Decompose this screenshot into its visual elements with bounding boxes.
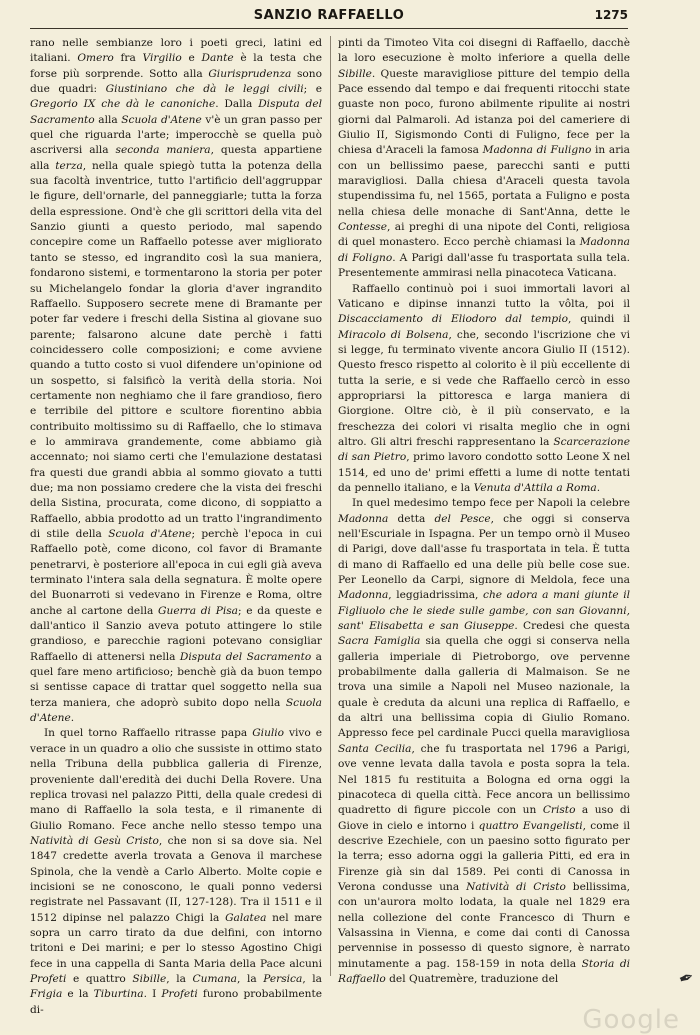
left-column <box>30 36 322 1018</box>
italic-run: Giurisprudenza <box>208 67 292 80</box>
text-run: è la testa che forse più sorprende. Sotto alla <box>30 52 322 80</box>
emphasized-title: Madonna <box>338 512 389 525</box>
paragraph <box>338 282 630 497</box>
emphasized-title: Madonna di Foligno <box>338 236 630 264</box>
text-run: , che oggi si conserva nell'Escuriale in Ispagna. Per un tempo ornò il Museo di Parigi, dove dall'asse fu trasportata in tela. È tutta di mano di Raffaello ed una delle più belle cose sue. Per Leonello da Carpi, signore di Meldola, fece una <box>338 512 630 587</box>
emphasized-title: Scuola d'Atene <box>121 113 202 126</box>
paragraph <box>30 36 322 726</box>
emphasized-title: Disputa del Sacramento <box>30 98 322 126</box>
emphasized-title: Frigia <box>30 988 63 1001</box>
text-run: alla <box>94 113 122 126</box>
emphasized-title: Contesse <box>338 221 387 234</box>
text-run: , quindi il <box>567 313 630 326</box>
emphasized-title: Discacciamento di Eliodoro dal tempio <box>338 313 568 326</box>
text-run: e la <box>62 988 94 1001</box>
text-run: Raffaello continuò poi i suoi immortali lavori al Vaticano e dipinse innanzi tutto la vôlta, poi il <box>338 282 630 310</box>
paragraph <box>338 496 630 987</box>
emphasized-title: Disputa del Sacramento <box>179 650 312 663</box>
italic-run: Profeti <box>161 988 198 1001</box>
emphasized-title: Scuola d'Atene <box>108 528 192 540</box>
emphasized-title: Gregorio IX che dà le canoniche <box>30 98 216 111</box>
emphasized-title: Venuta d'Attila a Roma <box>473 481 597 494</box>
text-run: , leggiadrissima, <box>388 589 484 602</box>
emphasized-title: Guerra di Pisa <box>158 604 238 617</box>
text-run: bellissima, con un'aurora molto lodata, la quale nel 1829 era nella collezione del conte Francesco di Thurn e Valsassina in Vienna, e come dai conti di Canossa pervennise in possesso di questo signore, è narrato minutamente a pag. 158-159 in nota della <box>338 880 630 970</box>
text-run: . Dalla <box>215 98 259 111</box>
emphasized-title: Madonna di Fuligno <box>482 144 592 157</box>
emphasized-title: Sibille <box>338 67 372 80</box>
text-run: vivo e verace in un quadro a olio che sussiste in ottimo stato nella Tribuna della pubblica galleria di Firenze, proveniente dall'eredità dei duchi Della Rovere. Una replica trovasi nel palazzo Pitti, della quale credesi di mano di Raffaello la sola testa, e il rimanente di Giulio Romano. Fece anche nello stesso tempo una <box>30 727 322 832</box>
italic-run: Dante <box>201 52 234 65</box>
text-run: furono probabilmente di- <box>30 988 322 1016</box>
text-run: del Quatremère, traduzione del <box>385 972 559 985</box>
text-run: , come il descrive Ezechiele, con un paesino sotto figurato per la terra; esso adorna oggi la galleria Pitti, ed era in Firenze già sin dal 1589. Pei conti di Canossa in Verona condusse una <box>338 819 630 893</box>
emphasized-title: Storia di Raffaello <box>338 957 630 985</box>
text-run: ; e da queste e dall'antico il Sanzio aveva potuto attingere lo stile grandioso, e parecchie ragioni potevano consigliar Raffaello di attenersi nella <box>30 604 322 663</box>
emphasized-title: seconda maniera <box>115 144 211 157</box>
emphasized-title: Cristo <box>542 804 576 817</box>
emphasized-title: Natività di Cristo <box>466 880 566 893</box>
text-run: sia quella che oggi si conserva nella galleria imperiale di Pietroborgo, ove pervenne probabilmente dalla galleria di Malmaison. Se ne trova una simile a Napoli nel Museo nazionale, la quale è creduta da alcuni una replica di Raffaello, e da altri una bellissima copia di Giulio Romano. Appresso fece pel cardinale Pucci quella maravigliosa <box>338 635 630 740</box>
text-run: sono due quadri: <box>30 67 322 96</box>
text-run: in aria con un bellissimo paese, parecchi santi e putti maravigliosi. Dalla chiesa d'Araceli questa tavola stupendissima fu, nel 1565, portata a Fuligno e posta nella chiesa delle monache di Sant'Anna, dette le <box>338 144 630 218</box>
text-run: , che fu trasportata nel 1796 a Parigi, ove venne levata dalla tavola e posta sopra la tela. Nel 1815 fu restituita a Bologna ed orna oggi la pinacoteca di quella città. Fece ancora un bellissimo quadretto di figure piccole con un <box>338 742 630 817</box>
text-run: detta <box>388 512 435 525</box>
text-run: In quel medesimo tempo fece per Napoli la celebre <box>352 497 630 510</box>
italic-run: Profeti <box>30 972 67 985</box>
emphasized-title: Tiburtina <box>93 988 144 1001</box>
text-run: , primo lavoro condotto sotto Leone X nel 1514, ed uno de' primi effetti a lume di notte tentati da pennello italiano, e la <box>338 451 631 494</box>
text-run: , la <box>302 972 322 985</box>
emphasized-title: Sibille <box>132 972 167 985</box>
paragraph <box>338 36 630 282</box>
text-run: , ai preghi di una nipote del Conti, religiosa di quel monastero. Ecco perchè chiamasi la <box>338 221 630 249</box>
emphasized-title: Madonna <box>338 589 389 602</box>
text-run: ; perchè l'epoca in cui Raffaello potè, come dicono, col favor di Bramante penetrarvi, è posteriore all'epoca in cui egli già aveva terminato l'intera sala della segnatura. È molte opere del Buonarroti si vedevano in Firenze e Roma, oltre anche al cartone della <box>30 528 322 617</box>
text-run: , la <box>236 972 264 985</box>
text-run: pinti da Timoteo Vita coi disegni di Raffaello, dacchè la loro esecuzione è molto inferiore a quella delle <box>338 37 630 65</box>
text-run: a uso di Giove in cielo e intorno i <box>338 804 631 832</box>
text-run: . Credesi che questa <box>514 620 630 633</box>
emphasized-title: del Pesce <box>434 512 491 525</box>
text-run: . I <box>143 988 162 1001</box>
text-run: . <box>70 712 75 725</box>
text-run: e <box>181 52 202 65</box>
text-run: nel mare sopra un carro tirato da due delfini, con intorno tritoni e Dei marini; e per lo stesso Agostino Chigi fece in una cappella di Santa Maria della Pace alcuni <box>30 911 322 970</box>
text-run: , che non si sa dove sia. Nel 1847 credette averla trovata a Genova il marchese Spinola, che la vendè a Carlo Alberto. Molte copie e incisioni se ne conoscono, le quali ponno vedersi registrate nel Passavant (II, 127-128). Tra il 1511 e il 1512 dipinse nel palazzo Chigi la <box>30 834 322 924</box>
emphasized-title: Scarcerazione di san Pietro <box>338 435 630 464</box>
emphasized-title: Persica <box>263 972 303 985</box>
text-run: , che, secondo l'iscrizione che vi si legge, fu terminato vivente ancora Giulio II (1512). Questo fresco rispetto al colorito è il più eccellente di tutta la serie, e si vede che Raffaello cercò in esso appropriarsi la pittoresca e larga maniera di Giorgione. Oltre ciò, è il più conservato, e la freschezza dei colori vi risalta meglio che in ogni altro. Gli altri freschi rappresentano la <box>338 328 630 448</box>
text-run: . <box>596 481 601 494</box>
emphasized-title: terza <box>55 159 83 172</box>
pen-mark-icon: ✒ <box>675 966 698 991</box>
column-divider <box>330 36 331 976</box>
emphasized-title: Sacra Famiglia <box>338 635 421 648</box>
text-run: . Queste maravigliose pitture del tempio della Pace essendo dal tempo e dai frequenti ritocchi state guaste non poco, furono abilmente ripulite ai nostri giorni dal Palmaroli. Ad istanza poi del cameriere di Giulio II, Sigismondo Conti di Fuligno, fece per la chiesa d'Araceli la famosa <box>338 67 630 157</box>
text-run: , questa appartiene alla <box>30 144 322 172</box>
running-title: SANZIO RAFFAELLO <box>253 8 405 23</box>
emphasized-title: Galatea <box>225 911 267 924</box>
text-run: , nella quale spiegò tutta la potenza della sua facoltà inventrice, tutto l'artificio dell'aggruppar le figure, dell'ornarle, del panneggiarle; tutta la forza della espressione. Ond'è che gli scrittori della vita del Sanzio giunti a questo periodo, mal sapendo concepire come un Raffaello potesse aver migliorato tanto se stesso, ed ingrandito così la sua maniera, fondarono sistemi, e tormentarono la storia per poter su Michelangelo fondar la gloria d'aver ingrandito Raffaello. Supposero secrete mene di Bramante per poter far vedere i freschi della Sistina al giovane suo parente; falsarono alcune date perchè i fatti coincidessero colle composizioni; e come avviene quando a tutto costo si vuol difendere un'opinione od un sospetto, si falsificò la verità della storia. Noi certamente non neghiamo che il fare grandioso, fiero e terribile del pittore e scultore fiorentino abbia contribuito moltissimo su di Raffaello, che lo stimava e lo ammirava grandemente, come abbiamo già accennato; noi siamo certi che l'emulazione destatasi fra questi due grandi abbia al sommo giovato a tutti due; ma non possiamo credere che la vista dei freschi della Sistina, procurata, come dicono, di soppiatto a Raffaello, abbia prodotto ad un tratto l'ingrandimento di stile della <box>30 159 323 540</box>
text-run: a quel fare meno artificioso; benchè già da buon tempo si sentisse capace di trattar quel soggetto nella sua terza maniera, che adoprò subito dopo nella <box>30 650 322 709</box>
emphasized-title: che adora a mani giunte il Figliuolo che le siede sulle gambe, con san Giovanni, sant' Elisabetta e san Giuseppe <box>338 589 630 633</box>
text-run: , la <box>166 972 193 985</box>
italic-run: Virgilio <box>142 52 182 65</box>
watermark: Google <box>582 1005 680 1035</box>
emphasized-title: quattro Evangelisti <box>478 819 583 832</box>
italic-run: Omero <box>77 52 114 65</box>
page-number: 1275 <box>594 8 628 22</box>
emphasized-title: Giustiniano che dà le leggi civili <box>105 83 304 96</box>
emphasized-title: Natività di Gesù Cristo <box>30 834 159 847</box>
text-run: v'è un gran passo per quel che riguarda l'arte; imperocchè se quella può ascriversi alla <box>30 113 322 157</box>
emphasized-title: Miracolo di Bolsena <box>338 328 449 341</box>
text-run: rano nelle sembianze loro i poeti greci, latini ed italiani. <box>30 37 322 65</box>
paragraph <box>30 726 322 1018</box>
emphasized-title: Cumana <box>192 972 237 985</box>
text-run: . A Parigi dall'asse fu trasportata sulla tela. Presentemente ammirasi nella pinacoteca Vaticana. <box>338 251 630 280</box>
page-header <box>30 6 628 29</box>
italic-run: Giulio <box>252 727 285 740</box>
text-run: e quattro <box>66 972 133 985</box>
text-run: fra <box>113 52 143 65</box>
text-run: ; e <box>303 83 322 96</box>
emphasized-title: Scuola d'Atene <box>30 696 322 725</box>
text-run: In quel torno Raffaello ritrasse papa <box>44 727 253 740</box>
emphasized-title: Santa Cecilia <box>338 742 412 755</box>
right-column <box>338 36 630 987</box>
